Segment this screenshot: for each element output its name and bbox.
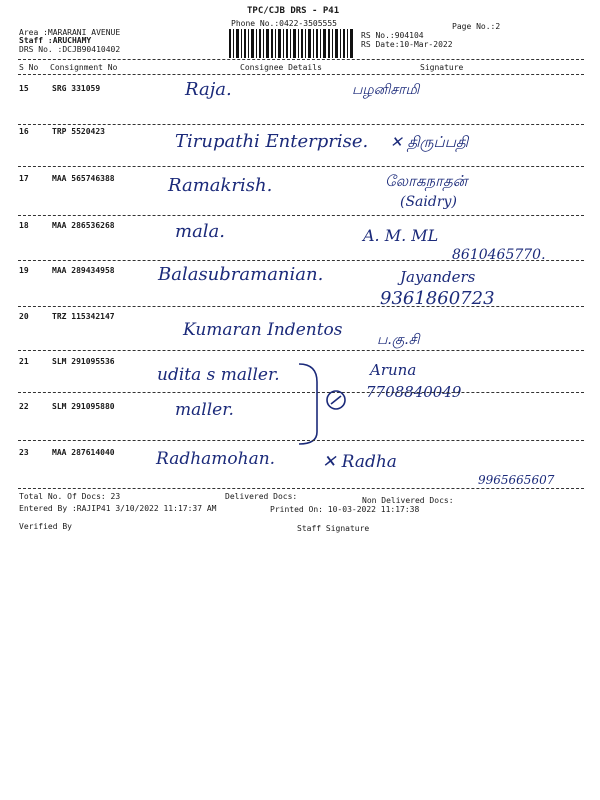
rs-date: RS Date:10-Mar-2022 [361,40,453,49]
divider [18,260,584,261]
row-sno: 20 [19,312,29,321]
col-signature: Signature [420,63,464,72]
row-signature-note: 9965665607 [478,473,555,487]
printed-on: Printed On: 10-03-2022 11:17:38 [270,505,420,514]
row-signature: பழனிசாமி [352,82,420,98]
row-consignment-no: MAA 287614040 [52,448,115,457]
row-consignment-no: SLM 291095536 [52,357,115,366]
row-signature: ப.கு.சி [377,332,420,348]
row-sno: 23 [19,448,29,457]
divider [18,306,584,307]
row-sno: 15 [19,84,29,93]
row-consignee: Raja. [185,79,232,100]
row-consignee: Ramakrish. [168,175,273,196]
col-consignment: Consignment No [50,63,118,72]
row-consignment-no: SLM 291095880 [52,402,115,411]
page-number: Page No.:2 [452,22,501,31]
row-signature: ✕ Radha [322,452,397,472]
row-signature-note: 7708840049 [366,383,462,401]
divider [18,74,584,75]
delivered-docs: Delivered Docs: [225,492,298,501]
divider [18,166,584,167]
row-sno: 21 [19,357,29,366]
row-signature-note: (Saidry) [400,194,457,210]
row-signature: Jayanders [400,268,476,286]
bracket-mark [295,360,355,450]
document-title: TPC/CJB DRS - P41 [247,6,340,16]
row-sno: 17 [19,174,29,183]
divider [18,488,584,489]
rs-number: RS No.:904104 [361,31,424,40]
row-consignee: Radhamohan. [156,449,276,469]
divider [18,440,584,441]
col-consignee: Consignee Details [240,63,322,72]
row-consignment-no: MAA 565746388 [52,174,115,183]
row-consignee: udita s maller. [157,365,280,385]
row-consignee: maller. [175,400,234,420]
row-sno: 16 [19,127,29,136]
row-signature: A. M. ML [363,226,439,245]
row-sno: 19 [19,266,29,275]
row-sno: 22 [19,402,29,411]
non-delivered-docs: Non Delivered Docs: [362,496,454,505]
row-signature-note: 9361860723 [380,288,495,309]
divider [18,215,584,216]
divider [18,124,584,125]
area-label: Area :MARARANI AVENUE [19,28,121,37]
entered-by: Entered By :RAJIP41 3/10/2022 11:17:37 AM [19,504,217,513]
staff-signature: Staff Signature [297,524,370,533]
row-consignee: Tirupathi Enterprise. [175,131,369,152]
divider [18,350,584,351]
row-consignment-no: TRZ 115342147 [52,312,115,321]
row-sno: 18 [19,221,29,230]
verified-by: Verified By [19,522,72,531]
row-consignment-no: SRG 331059 [52,84,101,93]
row-signature: லோகநாதன் [385,172,468,190]
row-consignment-no: TRP 5520423 [52,127,105,136]
drs-number: DRS No. :DCJB90410402 [19,45,121,54]
row-consignee: Balasubramanian. [158,264,324,285]
row-consignment-no: MAA 286536268 [52,221,115,230]
row-signature-note: 8610465770. [452,247,546,263]
col-sno: S No [19,63,39,72]
row-signature: Aruna [370,361,417,379]
row-consignee: mala. [175,221,226,242]
row-signature: ✕ திருப்பதி [390,133,469,151]
divider [18,59,584,60]
row-consignee: Kumaran Indentos [183,320,343,340]
total-docs: Total No. Of Docs: 23 [19,492,121,501]
row-consignment-no: MAA 289434958 [52,266,115,275]
phone-number: Phone No.:0422-3505555 [231,19,337,28]
barcode [229,29,354,58]
staff-label: Staff :ARUCHAMY [19,36,92,45]
